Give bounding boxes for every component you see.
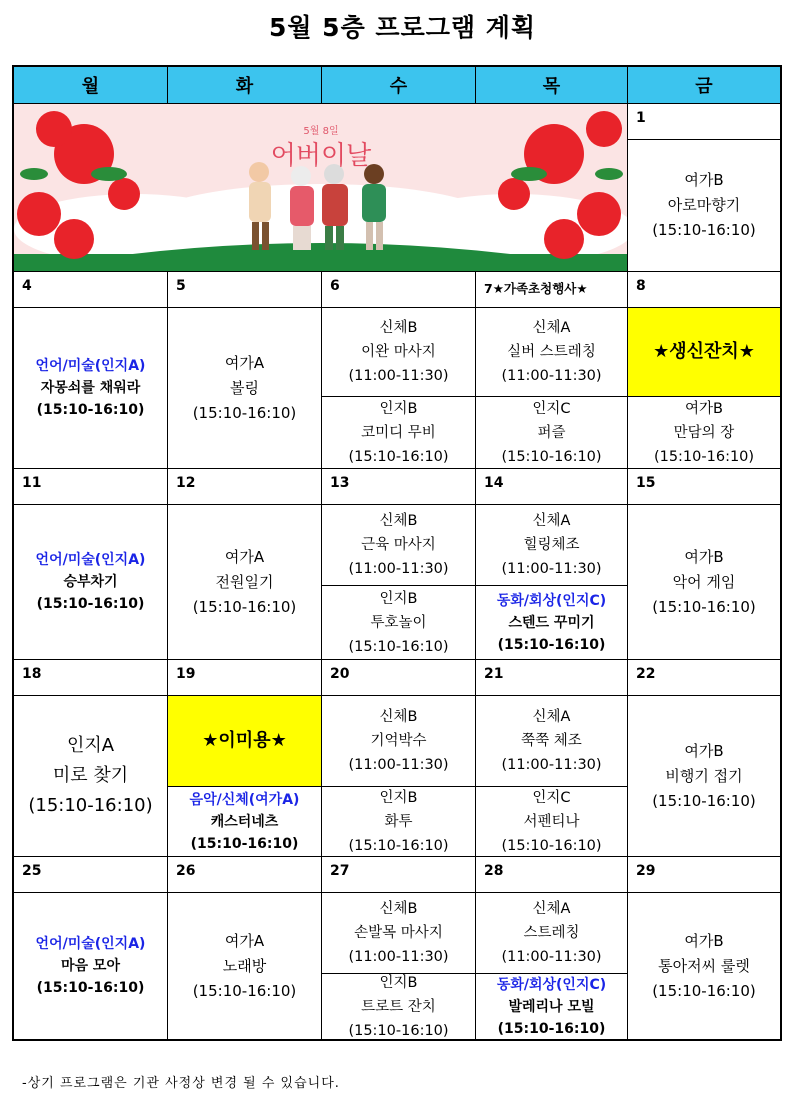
program-group: 동화/회상(인지C) xyxy=(496,593,607,609)
program-group: 언어/미술(인지A) xyxy=(35,936,146,952)
program-name: 쭉쭉 체조 xyxy=(521,733,582,749)
weekday-fri: 금 xyxy=(628,67,780,104)
program-time: (15:10-16:10) xyxy=(348,639,449,655)
program-group: 인지B xyxy=(379,790,418,806)
day-number: 8 xyxy=(628,272,780,308)
program-group: 인지B xyxy=(379,401,418,417)
program-name: 승부차기 xyxy=(63,574,118,590)
program-name: 마음 모아 xyxy=(61,958,120,974)
program-group: 여가B xyxy=(684,547,724,566)
parents-day-banner xyxy=(14,104,628,272)
program-name: 이완 마사지 xyxy=(361,344,436,360)
program-time: (11:00-11:30) xyxy=(501,757,602,773)
day-29-cell xyxy=(628,857,780,1039)
program-group: 신체B xyxy=(379,901,418,917)
program-time: (11:00-11:30) xyxy=(348,949,449,965)
beauty-service-highlight: ★이미용★ xyxy=(168,696,321,787)
day-number: 26 xyxy=(168,857,321,893)
day-18-cell xyxy=(14,660,168,857)
day-number: 13 xyxy=(322,469,475,505)
program-group: 인지B xyxy=(379,974,418,991)
program-name: 볼링 xyxy=(230,378,259,397)
day-number: 21 xyxy=(476,660,627,696)
program-time: (15:10-16:10) xyxy=(190,836,299,852)
program-time: (15:10-16:10) xyxy=(348,838,449,854)
banner-illustration xyxy=(14,104,628,272)
program-time: (15:10-16:10) xyxy=(192,981,297,1000)
program-group: 인지B xyxy=(379,591,418,607)
program-group: 신체A xyxy=(532,513,571,529)
program-name: 손발목 마사지 xyxy=(354,925,443,941)
day-8-cell xyxy=(628,272,780,469)
program-group: 음악/신체(여가A) xyxy=(189,792,300,808)
day-number: 7★가족초청행사★ xyxy=(476,272,627,308)
day-number: 20 xyxy=(322,660,475,696)
page-title: 5월 5층 프로그램 계획 xyxy=(268,13,537,42)
program-group: 여가B xyxy=(684,931,724,950)
weekday-wed: 수 xyxy=(322,67,476,104)
program-time: (11:00-11:30) xyxy=(348,368,449,384)
weekday-thu: 목 xyxy=(476,67,628,104)
day-27-cell xyxy=(322,857,476,1039)
program-name: 만담의 장 xyxy=(673,425,735,441)
program-name: 코미디 무비 xyxy=(361,425,436,441)
day-26-cell xyxy=(168,857,322,1039)
day-number: 6 xyxy=(322,272,475,308)
program-group: 여가A xyxy=(224,931,265,950)
program-group: 여가B xyxy=(684,741,724,760)
day-20-cell xyxy=(322,660,476,857)
program-time: (15:10-16:10) xyxy=(653,449,755,465)
program-time: (15:10-16:10) xyxy=(652,791,756,810)
svg-text:5월 8일: 5월 8일 xyxy=(303,126,339,137)
program-name: 악어 게임 xyxy=(672,572,736,591)
program-group: 여가A xyxy=(224,547,265,566)
day-number: 5 xyxy=(168,272,321,308)
program-time: (15:10-16:10) xyxy=(36,980,145,996)
program-group: 신체B xyxy=(379,320,418,336)
program-time: (15:10-16:10) xyxy=(348,449,449,465)
program-name: 서펜티나 xyxy=(523,814,580,830)
day-number: 14 xyxy=(476,469,627,505)
program-group: 인지C xyxy=(532,401,571,417)
program-name: 자몽쇠를 채워라 xyxy=(40,380,141,396)
program-group: 여가A xyxy=(224,353,265,372)
program-name: 비행기 접기 xyxy=(665,766,743,785)
program-group: 신체B xyxy=(379,513,418,529)
program-time: (11:00-11:30) xyxy=(348,757,449,773)
program-name: 발레리나 모빌 xyxy=(508,998,595,1015)
program-time: (11:00-11:30) xyxy=(348,561,449,577)
day-number: 27 xyxy=(322,857,475,893)
program-time: (15:10-16:10) xyxy=(348,1022,449,1039)
program-time: (15:10-16:10) xyxy=(652,221,756,239)
program-time: (11:00-11:30) xyxy=(501,368,602,384)
program-group: 인지A xyxy=(66,735,115,756)
day-4-cell xyxy=(14,272,168,469)
program-group: 여가B xyxy=(684,171,724,189)
day-5-cell xyxy=(168,272,322,469)
program-time: (15:10-16:10) xyxy=(36,402,145,418)
program-time: (15:10-16:10) xyxy=(652,981,756,1000)
day-number: 1 xyxy=(628,104,780,140)
day-number: 19 xyxy=(168,660,321,696)
program-time: (15:10-16:10) xyxy=(501,449,602,465)
day-28-cell xyxy=(476,857,628,1039)
program-time: (15:10-16:10) xyxy=(36,596,145,612)
program-group: 여가B xyxy=(685,401,723,417)
program-name: 근육 마사지 xyxy=(361,537,436,553)
day-21-cell xyxy=(476,660,628,857)
program-time: (11:00-11:30) xyxy=(501,561,602,577)
program-group: 신체A xyxy=(532,709,571,725)
program-time: (15:10-16:10) xyxy=(497,637,606,653)
program-name: 캐스터네츠 xyxy=(210,814,279,830)
day-number: 28 xyxy=(476,857,627,893)
program-group: 인지C xyxy=(532,790,571,806)
program-name: 기억박수 xyxy=(370,733,427,749)
program-name: 화투 xyxy=(384,814,413,830)
program-group: 언어/미술(인지A) xyxy=(35,552,146,568)
calendar-grid xyxy=(12,65,782,1041)
program-time: (15:10-16:10) xyxy=(652,597,756,616)
day-number: 12 xyxy=(168,469,321,505)
day-number: 11 xyxy=(14,469,167,505)
weekday-tue: 화 xyxy=(168,67,322,104)
weekday-mon: 월 xyxy=(14,67,168,104)
svg-text:어버이날: 어버이날 xyxy=(270,141,372,171)
program-name: 투호놀이 xyxy=(370,615,427,631)
footnote: -상기 프로그램은 기관 사정상 변경 될 수 있습니다. xyxy=(22,1076,340,1091)
day-6-cell xyxy=(322,272,476,469)
program-name: 힐링체조 xyxy=(523,537,580,553)
program-group: 신체A xyxy=(532,901,571,917)
day-22-cell xyxy=(628,660,780,857)
program-group: 신체B xyxy=(379,709,418,725)
program-group: 신체A xyxy=(532,320,571,336)
day-1-cell xyxy=(628,104,780,272)
program-name: 실버 스트레칭 xyxy=(507,344,596,360)
day-12-cell xyxy=(168,469,322,660)
program-name: 미로 찾기 xyxy=(52,765,129,786)
day-number: 4 xyxy=(14,272,167,308)
program-time: (11:00-11:30) xyxy=(501,949,602,965)
program-name: 스텐드 꾸미기 xyxy=(508,615,595,631)
program-time: (15:10-16:10) xyxy=(192,597,297,616)
day-number: 18 xyxy=(14,660,167,696)
program-name: 전원일기 xyxy=(215,572,274,591)
program-time: (15:10-16:10) xyxy=(497,1020,606,1037)
program-name: 트로트 잔치 xyxy=(361,998,436,1015)
program-time: (15:10-16:10) xyxy=(192,403,297,422)
birthday-party-highlight: ★생신잔치★ xyxy=(628,308,780,397)
program-name: 노래방 xyxy=(222,956,267,975)
day-number: 29 xyxy=(628,857,780,893)
program-time: (15:10-16:10) xyxy=(501,838,602,854)
day-11-cell xyxy=(14,469,168,660)
day-13-cell xyxy=(322,469,476,660)
day-19-cell xyxy=(168,660,322,857)
program-name: 퍼즐 xyxy=(537,425,566,441)
day-number: 15 xyxy=(628,469,780,505)
program-group: 언어/미술(인지A) xyxy=(35,358,146,374)
day-number: 22 xyxy=(628,660,780,696)
program-group: 동화/회상(인지C) xyxy=(496,976,607,993)
day-15-cell xyxy=(628,469,780,660)
program-name: 스트레칭 xyxy=(523,925,580,941)
day-25-cell xyxy=(14,857,168,1039)
program-time: (15:10-16:10) xyxy=(28,795,153,816)
day-number: 25 xyxy=(14,857,167,893)
day-7-cell xyxy=(476,272,628,469)
program-name: 아로마향기 xyxy=(667,196,741,214)
day-14-cell xyxy=(476,469,628,660)
program-name: 통아저씨 룰렛 xyxy=(658,956,750,975)
